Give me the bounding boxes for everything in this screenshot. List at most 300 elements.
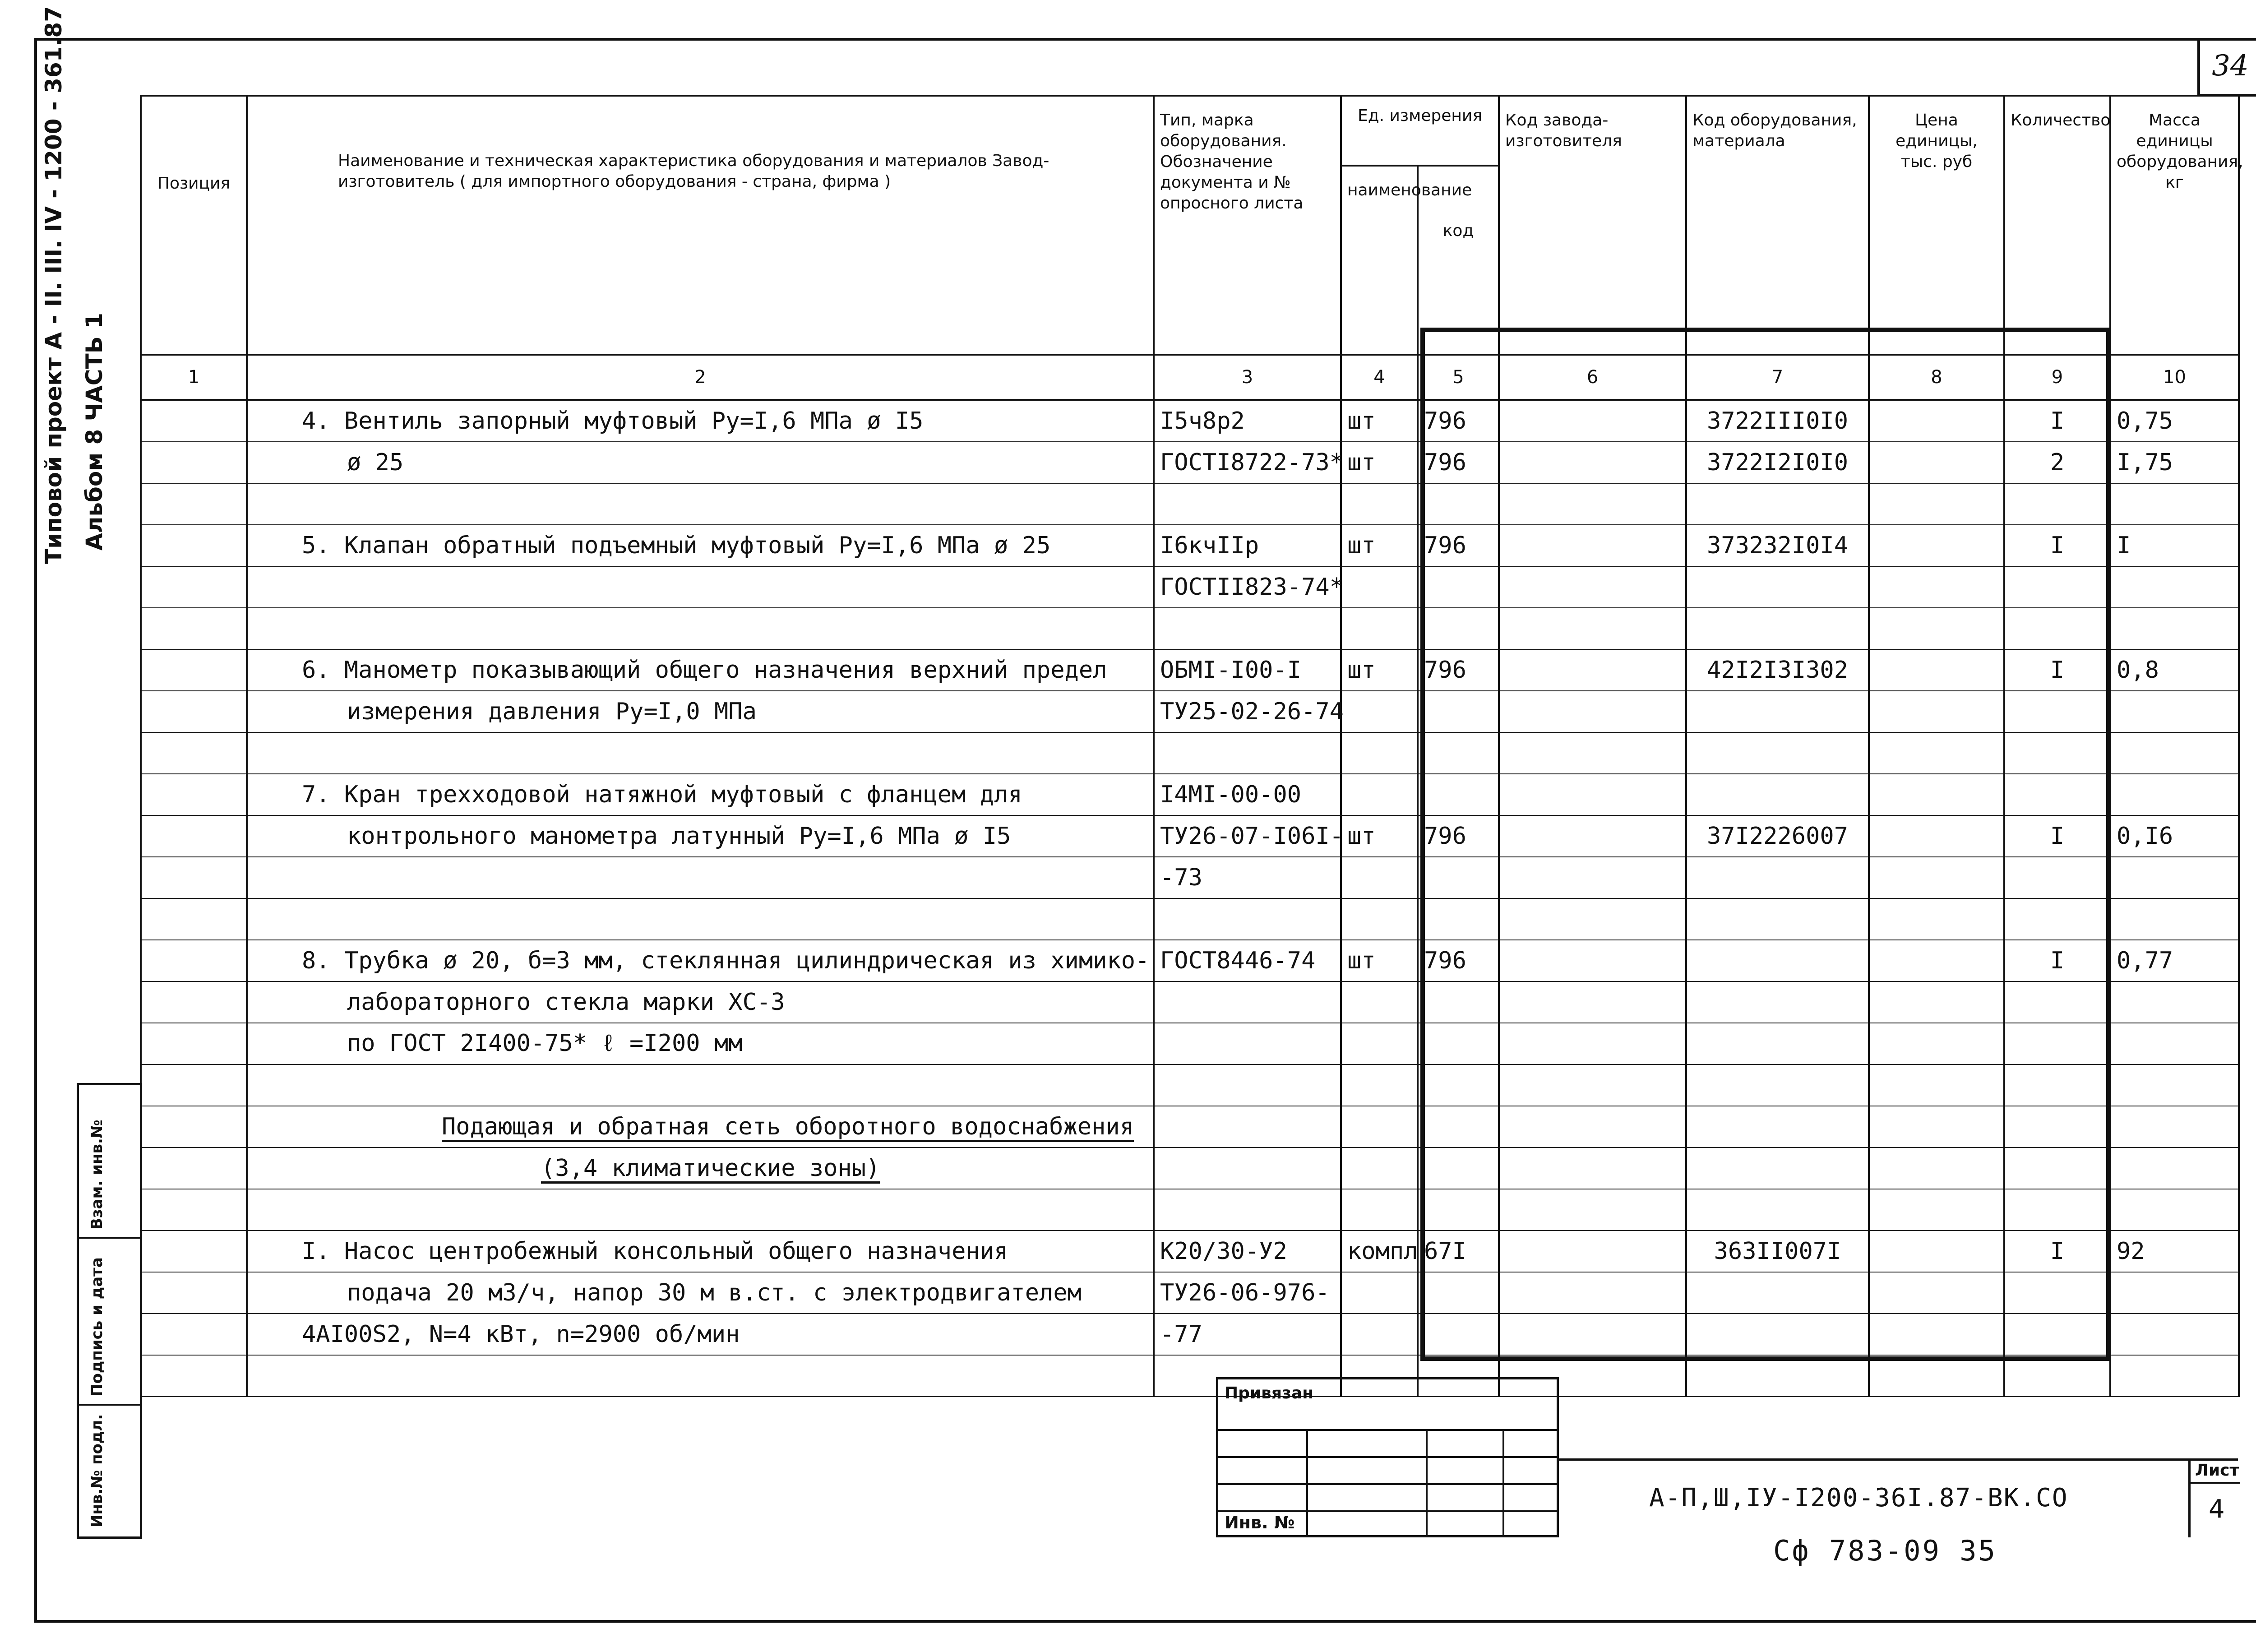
table-body (141, 400, 2239, 1397)
column-number-row (141, 355, 2239, 400)
inventory-label: Инв. № (1225, 1513, 1295, 1532)
cell-qty (2004, 1064, 2110, 1106)
cell-ucode (1418, 774, 1499, 815)
cell-unit: компл (1341, 1231, 1418, 1272)
table-row (141, 691, 2239, 732)
cell-unit: шт (1341, 442, 1418, 483)
privyazan-label: Привязан (1225, 1384, 1314, 1402)
stamp-label: Подпись и дата (88, 1257, 106, 1397)
cell-unit (1341, 1189, 1418, 1231)
column-number: 5 (1418, 355, 1499, 400)
cell-unit (1341, 857, 1418, 898)
cell-maker (1499, 774, 1686, 815)
cell-eqcode: 363II007I (1686, 1231, 1869, 1272)
cell-mass (2110, 691, 2239, 732)
cell-type: ОБМI-I00-I (1154, 649, 1341, 691)
cell-desc: 4. Вентиль запорный муфтовый Ру=I,6 МПа ø I5 (247, 400, 1154, 442)
cell-price (1869, 442, 2004, 483)
cell-pos (141, 608, 247, 649)
cell-desc: Подающая и обратная сеть оборотного водоснабжения (247, 1106, 1154, 1148)
column-number: 10 (2110, 355, 2239, 400)
cell-qty: I (2004, 1231, 2110, 1272)
cell-mass (2110, 774, 2239, 815)
cell-qty (2004, 566, 2110, 608)
cell-price (1869, 691, 2004, 732)
cell-pos (141, 1272, 247, 1314)
cell-desc: 8. Трубка ø 20, б=3 мм, стеклянная цилиндрическая из химико- (247, 940, 1154, 981)
cell-maker (1499, 1106, 1686, 1148)
table-row (141, 1314, 2239, 1355)
cell-maker (1499, 442, 1686, 483)
cell-desc: I. Насос центробежный консольный общего назначения (247, 1231, 1154, 1272)
cell-mass: 0,8 (2110, 649, 2239, 691)
cell-maker (1499, 940, 1686, 981)
cell-pos (141, 1023, 247, 1064)
cell-qty (2004, 1023, 2110, 1064)
cell-qty (2004, 981, 2110, 1023)
column-number: 2 (247, 355, 1154, 400)
cell-mass (2110, 898, 2239, 940)
cell-unit: шт (1341, 400, 1418, 442)
table-row (141, 1148, 2239, 1189)
cell-unit (1341, 566, 1418, 608)
cell-maker (1499, 1272, 1686, 1314)
cell-qty (2004, 1272, 2110, 1314)
cell-mass: 0,I6 (2110, 815, 2239, 857)
cell-maker (1499, 1148, 1686, 1189)
cell-pos (141, 940, 247, 981)
cell-mass (2110, 1189, 2239, 1231)
column-number: 8 (1869, 355, 2004, 400)
cell-type: ТУ26-07-I06I- (1154, 815, 1341, 857)
cell-desc: измерения давления Ру=I,0 МПа (247, 691, 1154, 732)
table-row (141, 732, 2239, 774)
table-row (141, 1189, 2239, 1231)
cell-qty: I (2004, 525, 2110, 566)
cell-mass (2110, 732, 2239, 774)
cell-ucode (1418, 566, 1499, 608)
cell-eqcode (1686, 566, 1869, 608)
cell-pos (141, 1314, 247, 1355)
column-number: 9 (2004, 355, 2110, 400)
table-row (141, 1023, 2239, 1064)
cell-price (1869, 1023, 2004, 1064)
cell-desc: 5. Клапан обратный подъемный муфтовый Ру=I,6 МПа ø 25 (247, 525, 1154, 566)
column-number: 4 (1341, 355, 1418, 400)
cell-qty (2004, 774, 2110, 815)
cell-mass (2110, 857, 2239, 898)
cell-unit (1341, 691, 1418, 732)
table-row (141, 1106, 2239, 1148)
cell-desc: 4АI00S2, N=4 кВт, n=2900 об/мин (247, 1314, 1154, 1355)
cell-ucode (1418, 1148, 1499, 1189)
cell-price (1869, 483, 2004, 525)
cell-qty: I (2004, 815, 2110, 857)
cell-type (1154, 981, 1341, 1023)
cell-type (1154, 898, 1341, 940)
cell-ucode (1418, 1106, 1499, 1148)
cell-maker (1499, 1064, 1686, 1106)
cell-desc (247, 1355, 1154, 1397)
cell-price (1869, 898, 2004, 940)
cell-ucode (1418, 1064, 1499, 1106)
table-row (141, 898, 2239, 940)
bottom-code: Сф 783-09 35 (1773, 1534, 1997, 1567)
header-mass: Масса единицы оборудования, кг (2110, 96, 2239, 355)
cell-qty: I (2004, 940, 2110, 981)
cell-desc (247, 857, 1154, 898)
cell-unit: шт (1341, 525, 1418, 566)
cell-maker (1499, 400, 1686, 442)
cell-ucode (1418, 898, 1499, 940)
cell-qty (2004, 857, 2110, 898)
cell-ucode (1418, 1023, 1499, 1064)
cell-ucode (1418, 981, 1499, 1023)
cell-pos (141, 691, 247, 732)
cell-eqcode (1686, 483, 1869, 525)
cell-eqcode (1686, 691, 1869, 732)
stamp-label: Инв.№ подл. (88, 1414, 106, 1527)
column-number: 7 (1686, 355, 1869, 400)
cell-qty (2004, 1189, 2110, 1231)
cell-ucode: 796 (1418, 649, 1499, 691)
cell-type: I6кчIIр (1154, 525, 1341, 566)
sheet-label: Лист (2195, 1461, 2239, 1480)
cell-price (1869, 400, 2004, 442)
cell-mass (2110, 483, 2239, 525)
sheet-corner-number: 34 (2197, 38, 2256, 97)
cell-eqcode (1686, 898, 1869, 940)
cell-pos (141, 400, 247, 442)
cell-pos (141, 1106, 247, 1148)
cell-type: I4МI-00-00 (1154, 774, 1341, 815)
cell-eqcode (1686, 1148, 1869, 1189)
cell-price (1869, 1231, 2004, 1272)
cell-unit (1341, 1314, 1418, 1355)
column-number: 1 (141, 355, 247, 400)
cell-price (1869, 525, 2004, 566)
cell-maker (1499, 1189, 1686, 1231)
cell-price (1869, 857, 2004, 898)
cell-ucode (1418, 483, 1499, 525)
table-row (141, 442, 2239, 483)
header-unit-code: код (1418, 166, 1499, 355)
cell-qty: I (2004, 400, 2110, 442)
cell-maker (1499, 608, 1686, 649)
cell-desc: по ГОСТ 2I400-75* ℓ =I200 мм (247, 1023, 1154, 1064)
cell-type (1154, 483, 1341, 525)
cell-maker (1499, 981, 1686, 1023)
cell-unit: шт (1341, 940, 1418, 981)
cell-price (1869, 1106, 2004, 1148)
cell-qty (2004, 608, 2110, 649)
cell-mass (2110, 1272, 2239, 1314)
table-row (141, 857, 2239, 898)
cell-mass: 0,77 (2110, 940, 2239, 981)
cell-ucode: 796 (1418, 525, 1499, 566)
cell-mass: I,75 (2110, 442, 2239, 483)
cell-type (1154, 1023, 1341, 1064)
cell-eqcode: 3722I2I0I0 (1686, 442, 1869, 483)
cell-eqcode: 3722III0I0 (1686, 400, 1869, 442)
cell-eqcode: 42I2I3I302 (1686, 649, 1869, 691)
header-unit-name: наименование (1341, 166, 1418, 355)
cell-type: ТУ26-06-976- (1154, 1272, 1341, 1314)
cell-pos (141, 1355, 247, 1397)
album-label: Альбом 8 ЧАСТЬ 1 (81, 313, 107, 551)
cell-price (1869, 940, 2004, 981)
header-name: Наименование и техническая характеристика оборудования и материалов Завод-изготовитель ( для импортного оборудования - страна, фирма ) (247, 96, 1154, 355)
cell-ucode: 796 (1418, 815, 1499, 857)
cell-pos (141, 981, 247, 1023)
table-row (141, 483, 2239, 525)
cell-price (1869, 1272, 2004, 1314)
project-title: Типовой проект А - II. III. IV - 1200 - 361.87 (41, 6, 67, 564)
cell-unit (1341, 898, 1418, 940)
title-block (1216, 1377, 1559, 1537)
cell-ucode: 67I (1418, 1231, 1499, 1272)
cell-maker (1499, 649, 1686, 691)
table-row (141, 649, 2239, 691)
cell-desc: лабораторного стекла марки ХС-3 (247, 981, 1154, 1023)
cell-ucode (1418, 1314, 1499, 1355)
cell-desc (247, 483, 1154, 525)
sheet-box (2188, 1458, 2238, 1537)
table-row (141, 566, 2239, 608)
cell-pos (141, 1189, 247, 1231)
table-row (141, 774, 2239, 815)
cell-type: -73 (1154, 857, 1341, 898)
table-row (141, 1231, 2239, 1272)
cell-type (1154, 1106, 1341, 1148)
cell-unit: шт (1341, 649, 1418, 691)
cell-desc (247, 608, 1154, 649)
cell-unit (1341, 483, 1418, 525)
cell-price (1869, 1314, 2004, 1355)
grid-line (1306, 1429, 1308, 1537)
cell-ucode (1418, 608, 1499, 649)
cell-price (1869, 1355, 2004, 1397)
cell-type: ТУ25-02-26-74 (1154, 691, 1341, 732)
cell-maker (1499, 815, 1686, 857)
cell-unit (1341, 1064, 1418, 1106)
cell-mass (2110, 1148, 2239, 1189)
cell-qty: I (2004, 649, 2110, 691)
cell-pos (141, 857, 247, 898)
cell-eqcode (1686, 1106, 1869, 1148)
cell-price (1869, 649, 2004, 691)
cell-ucode (1418, 691, 1499, 732)
cell-eqcode (1686, 774, 1869, 815)
cell-pos (141, 442, 247, 483)
cell-price (1869, 566, 2004, 608)
header-quantity: Количество (2004, 96, 2110, 355)
cell-type (1154, 1189, 1341, 1231)
cell-maker (1499, 691, 1686, 732)
cell-qty: 2 (2004, 442, 2110, 483)
cell-unit (1341, 1106, 1418, 1148)
cell-pos (141, 732, 247, 774)
cell-desc: подача 20 м3/ч, напор 30 м в.ст. с электродвигателем (247, 1272, 1154, 1314)
cell-eqcode: 373232I0I4 (1686, 525, 1869, 566)
cell-maker (1499, 1314, 1686, 1355)
cell-mass (2110, 608, 2239, 649)
cell-unit (1341, 1148, 1418, 1189)
cell-desc: 7. Кран трехходовой натяжной муфтовый с фланцем для (247, 774, 1154, 815)
cell-maker (1499, 525, 1686, 566)
cell-price (1869, 608, 2004, 649)
column-number: 6 (1499, 355, 1686, 400)
cell-price (1869, 815, 2004, 857)
cell-unit (1341, 608, 1418, 649)
stamp-signature (79, 1239, 140, 1406)
cell-desc (247, 566, 1154, 608)
cell-eqcode (1686, 732, 1869, 774)
cell-qty (2004, 732, 2110, 774)
header-maker-code: Код завода-изготовителя (1499, 96, 1686, 355)
table-row (141, 1064, 2239, 1106)
stamp-column (77, 1083, 142, 1539)
cell-eqcode (1686, 1023, 1869, 1064)
cell-maker (1499, 1023, 1686, 1064)
cell-pos (141, 774, 247, 815)
cell-unit (1341, 1023, 1418, 1064)
cell-qty (2004, 898, 2110, 940)
cell-type (1154, 608, 1341, 649)
stamp-replacement (79, 1085, 140, 1239)
cell-type: К20/30-У2 (1154, 1231, 1341, 1272)
cell-pos (141, 1231, 247, 1272)
cell-mass (2110, 1023, 2239, 1064)
cell-maker (1499, 857, 1686, 898)
cell-eqcode (1686, 981, 1869, 1023)
cell-qty (2004, 691, 2110, 732)
cell-qty (2004, 1314, 2110, 1355)
header-equipment-code: Код оборудования, материала (1686, 96, 1869, 355)
cell-maker (1499, 898, 1686, 940)
cell-eqcode (1686, 940, 1869, 981)
cell-maker (1499, 483, 1686, 525)
cell-mass (2110, 1064, 2239, 1106)
cell-eqcode (1686, 1272, 1869, 1314)
cell-type (1154, 732, 1341, 774)
cell-ucode: 796 (1418, 442, 1499, 483)
cell-eqcode (1686, 857, 1869, 898)
cell-pos (141, 566, 247, 608)
cell-mass (2110, 1355, 2239, 1397)
cell-type: ГОСТI8722-73* (1154, 442, 1341, 483)
cell-price (1869, 774, 2004, 815)
table-row (141, 940, 2239, 981)
cell-eqcode (1686, 1355, 1869, 1397)
cell-mass (2110, 981, 2239, 1023)
cell-pos (141, 1064, 247, 1106)
cell-mass: 0,75 (2110, 400, 2239, 442)
cell-ucode: 796 (1418, 940, 1499, 981)
sheet-number: 4 (2209, 1495, 2225, 1524)
header-row (141, 96, 2239, 166)
document-code-box (1559, 1458, 2238, 1537)
cell-qty (2004, 1106, 2110, 1148)
cell-price (1869, 981, 2004, 1023)
cell-desc: (3,4 климатические зоны) (247, 1148, 1154, 1189)
cell-qty (2004, 483, 2110, 525)
table-row (141, 400, 2239, 442)
cell-price (1869, 1189, 2004, 1231)
cell-maker (1499, 566, 1686, 608)
cell-mass (2110, 1106, 2239, 1148)
cell-ucode (1418, 1272, 1499, 1314)
header-unit-group: Ед. измерения (1341, 96, 1499, 166)
cell-desc: ø 25 (247, 442, 1154, 483)
cell-eqcode: 37I2226007 (1686, 815, 1869, 857)
table-row (141, 981, 2239, 1023)
document-code: А-П,Ш,IУ-I200-36I.87-ВК.СО (1649, 1483, 2068, 1513)
header-price: Цена единицы, тыс. руб (1869, 96, 2004, 355)
cell-type (1154, 1064, 1341, 1106)
cell-qty (2004, 1148, 2110, 1189)
stamp-label: Взам. инв.№ (88, 1120, 106, 1230)
cell-mass (2110, 566, 2239, 608)
cell-pos (141, 898, 247, 940)
cell-type: I5ч8р2 (1154, 400, 1341, 442)
header-type: Тип, марка оборудования. Обозначение документа и № опросного листа (1154, 96, 1341, 355)
cell-mass: I (2110, 525, 2239, 566)
cell-mass: 92 (2110, 1231, 2239, 1272)
cell-mass (2110, 1314, 2239, 1355)
grid-line (1502, 1429, 1504, 1537)
cell-desc (247, 1064, 1154, 1106)
cell-desc: 6. Манометр показывающий общего назначения верхний предел (247, 649, 1154, 691)
cell-eqcode (1686, 1189, 1869, 1231)
cell-price (1869, 1148, 2004, 1189)
cell-ucode (1418, 857, 1499, 898)
cell-price (1869, 1064, 2004, 1106)
cell-pos (141, 1148, 247, 1189)
cell-unit: шт (1341, 815, 1418, 857)
cell-eqcode (1686, 608, 1869, 649)
specification-table (140, 95, 2243, 1397)
cell-desc (247, 732, 1154, 774)
cell-desc: контрольного манометра латунный Ру=I,6 МПа ø I5 (247, 815, 1154, 857)
cell-pos (141, 525, 247, 566)
cell-type: ГОСТ8446-74 (1154, 940, 1341, 981)
cell-eqcode (1686, 1064, 1869, 1106)
cell-ucode: 796 (1418, 400, 1499, 442)
table-row (141, 525, 2239, 566)
cell-type: ГОСТII823-74* (1154, 566, 1341, 608)
cell-unit (1341, 732, 1418, 774)
cell-unit (1341, 1272, 1418, 1314)
stamp-inventory (79, 1406, 140, 1536)
table-row (141, 1355, 2239, 1397)
cell-price (1869, 732, 2004, 774)
cell-desc (247, 1189, 1154, 1231)
cell-ucode (1418, 732, 1499, 774)
cell-eqcode (1686, 1314, 1869, 1355)
cell-qty (2004, 1355, 2110, 1397)
cell-desc (247, 898, 1154, 940)
cell-maker (1499, 732, 1686, 774)
grid-line (1426, 1429, 1428, 1537)
table-row (141, 815, 2239, 857)
table-row (141, 608, 2239, 649)
cell-maker (1499, 1231, 1686, 1272)
cell-pos (141, 815, 247, 857)
cell-unit (1341, 981, 1418, 1023)
header-position: Позиция (141, 96, 247, 355)
cell-pos (141, 649, 247, 691)
